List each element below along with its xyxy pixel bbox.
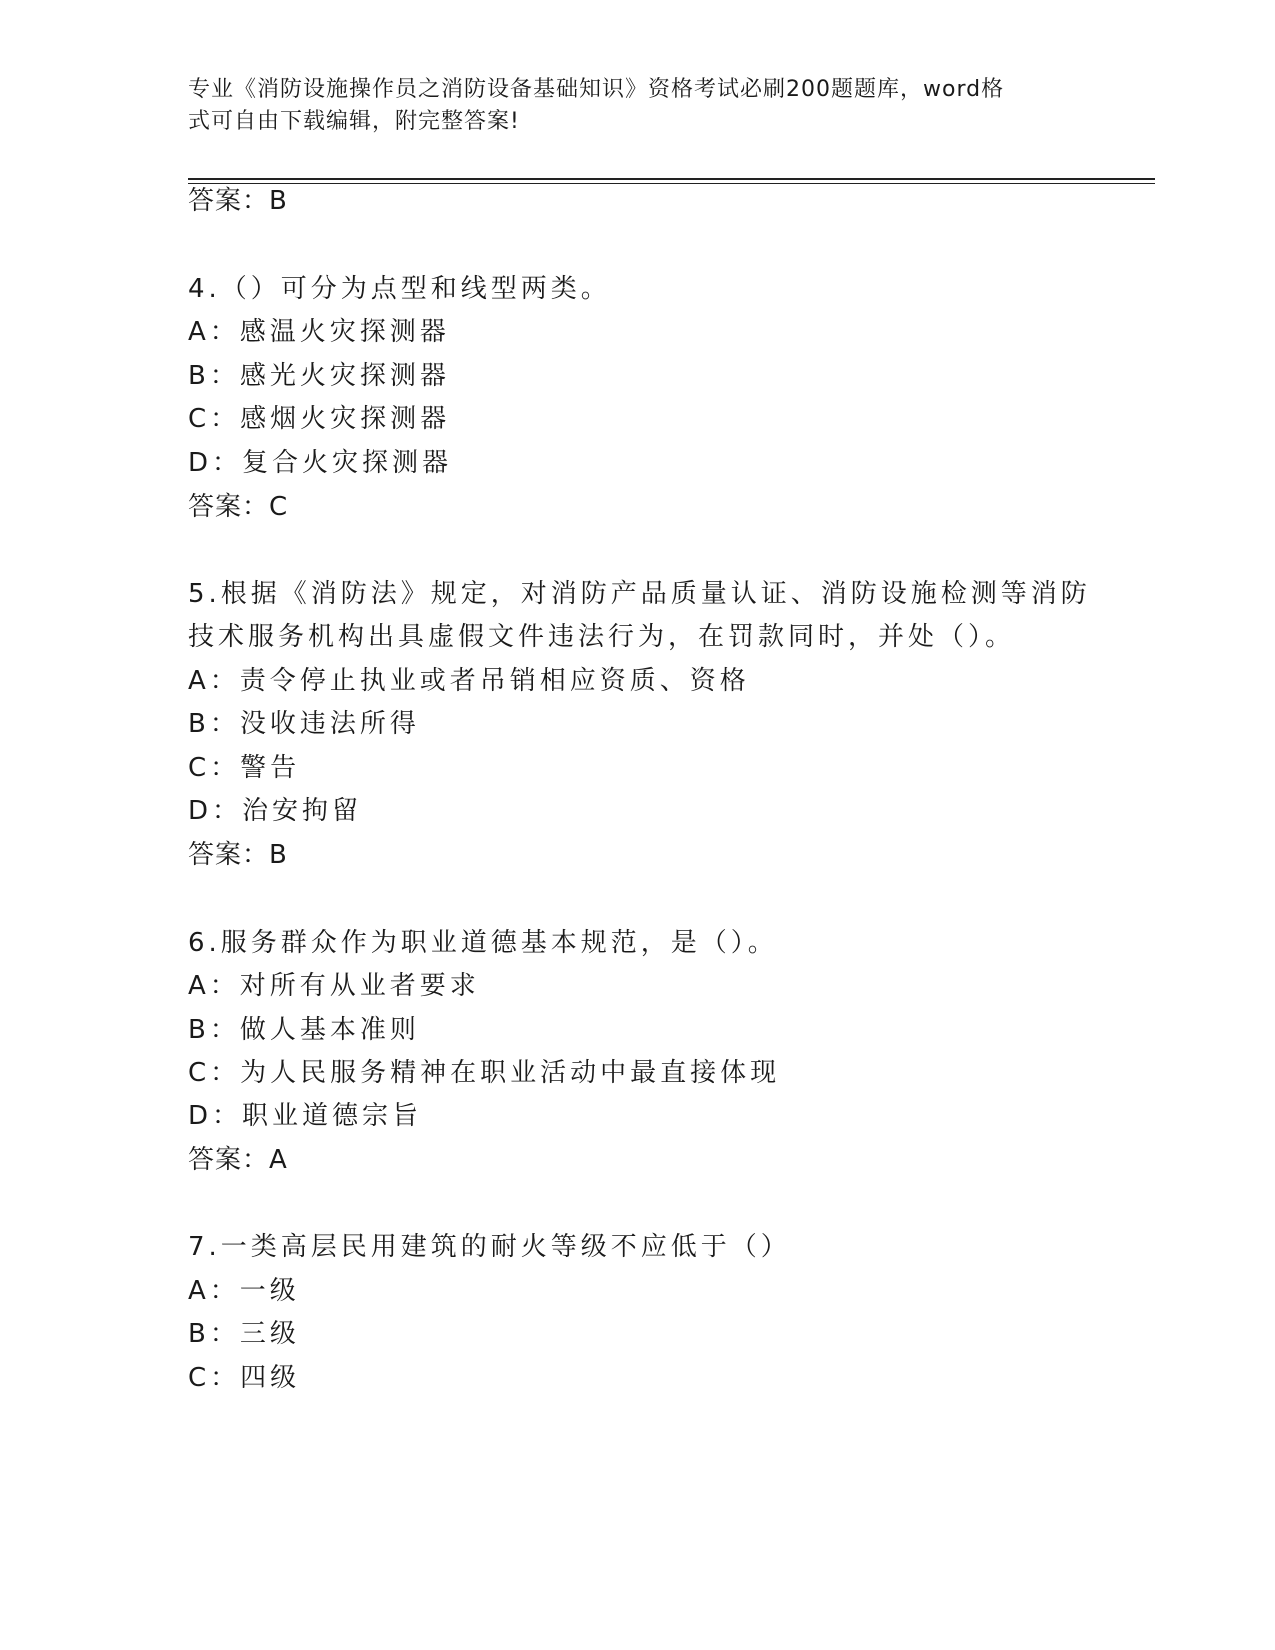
header-divider-thin [188,183,1155,184]
question-5-option-c: C：警告 [188,753,301,783]
question-5-option-a: A：责令停止执业或者吊销相应资质、资格 [188,666,750,696]
question-5-answer: 答案：B [188,840,288,870]
header-title-line-2: 式可自由下载编辑，附完整答案! [188,109,520,134]
question-6-option-d: D：职业道德宗旨 [188,1101,423,1131]
question-4-option-d: D：复合火灾探测器 [188,448,453,478]
question-4-option-b: B：感光火灾探测器 [188,361,450,391]
question-7-stem: 7.一类高层民用建筑的耐火等级不应低于（） [188,1232,791,1262]
question-6-answer: 答案：A [188,1145,288,1175]
question-7-option-c: C：四级 [188,1363,301,1393]
question-6-option-c: C：为人民服务精神在职业活动中最直接体现 [188,1058,781,1088]
question-5-option-b: B：没收违法所得 [188,709,420,739]
question-6-option-b: B：做人基本准则 [188,1015,420,1045]
question-5-stem-line-2: 技术服务机构出具虚假文件违法行为，在罚款同时，并处（）。 [188,622,1016,652]
question-7-option-a: A：一级 [188,1276,300,1306]
question-5-stem-line-1: 5.根据《消防法》规定，对消防产品质量认证、消防设施检测等消防 [188,579,1091,609]
question-4-answer: 答案：C [188,492,289,522]
question-6-option-a: A：对所有从业者要求 [188,971,480,1001]
question-7-option-b: B：三级 [188,1319,300,1349]
previous-answer: 答案：B [188,186,288,216]
question-6-stem: 6.服务群众作为职业道德基本规范，是（）。 [188,928,778,958]
header-title-line-1: 专业《消防设施操作员之消防设备基础知识》资格考试必刷200题题库，word格 [188,77,1005,102]
question-4-option-c: C：感烟火灾探测器 [188,404,451,434]
page-header [188,74,1068,138]
question-5-option-d: D：治安拘留 [188,796,363,826]
header-divider-thick [188,178,1155,180]
question-4-option-a: A：感温火灾探测器 [188,317,450,347]
question-4-stem: 4.（）可分为点型和线型两类。 [188,274,611,304]
